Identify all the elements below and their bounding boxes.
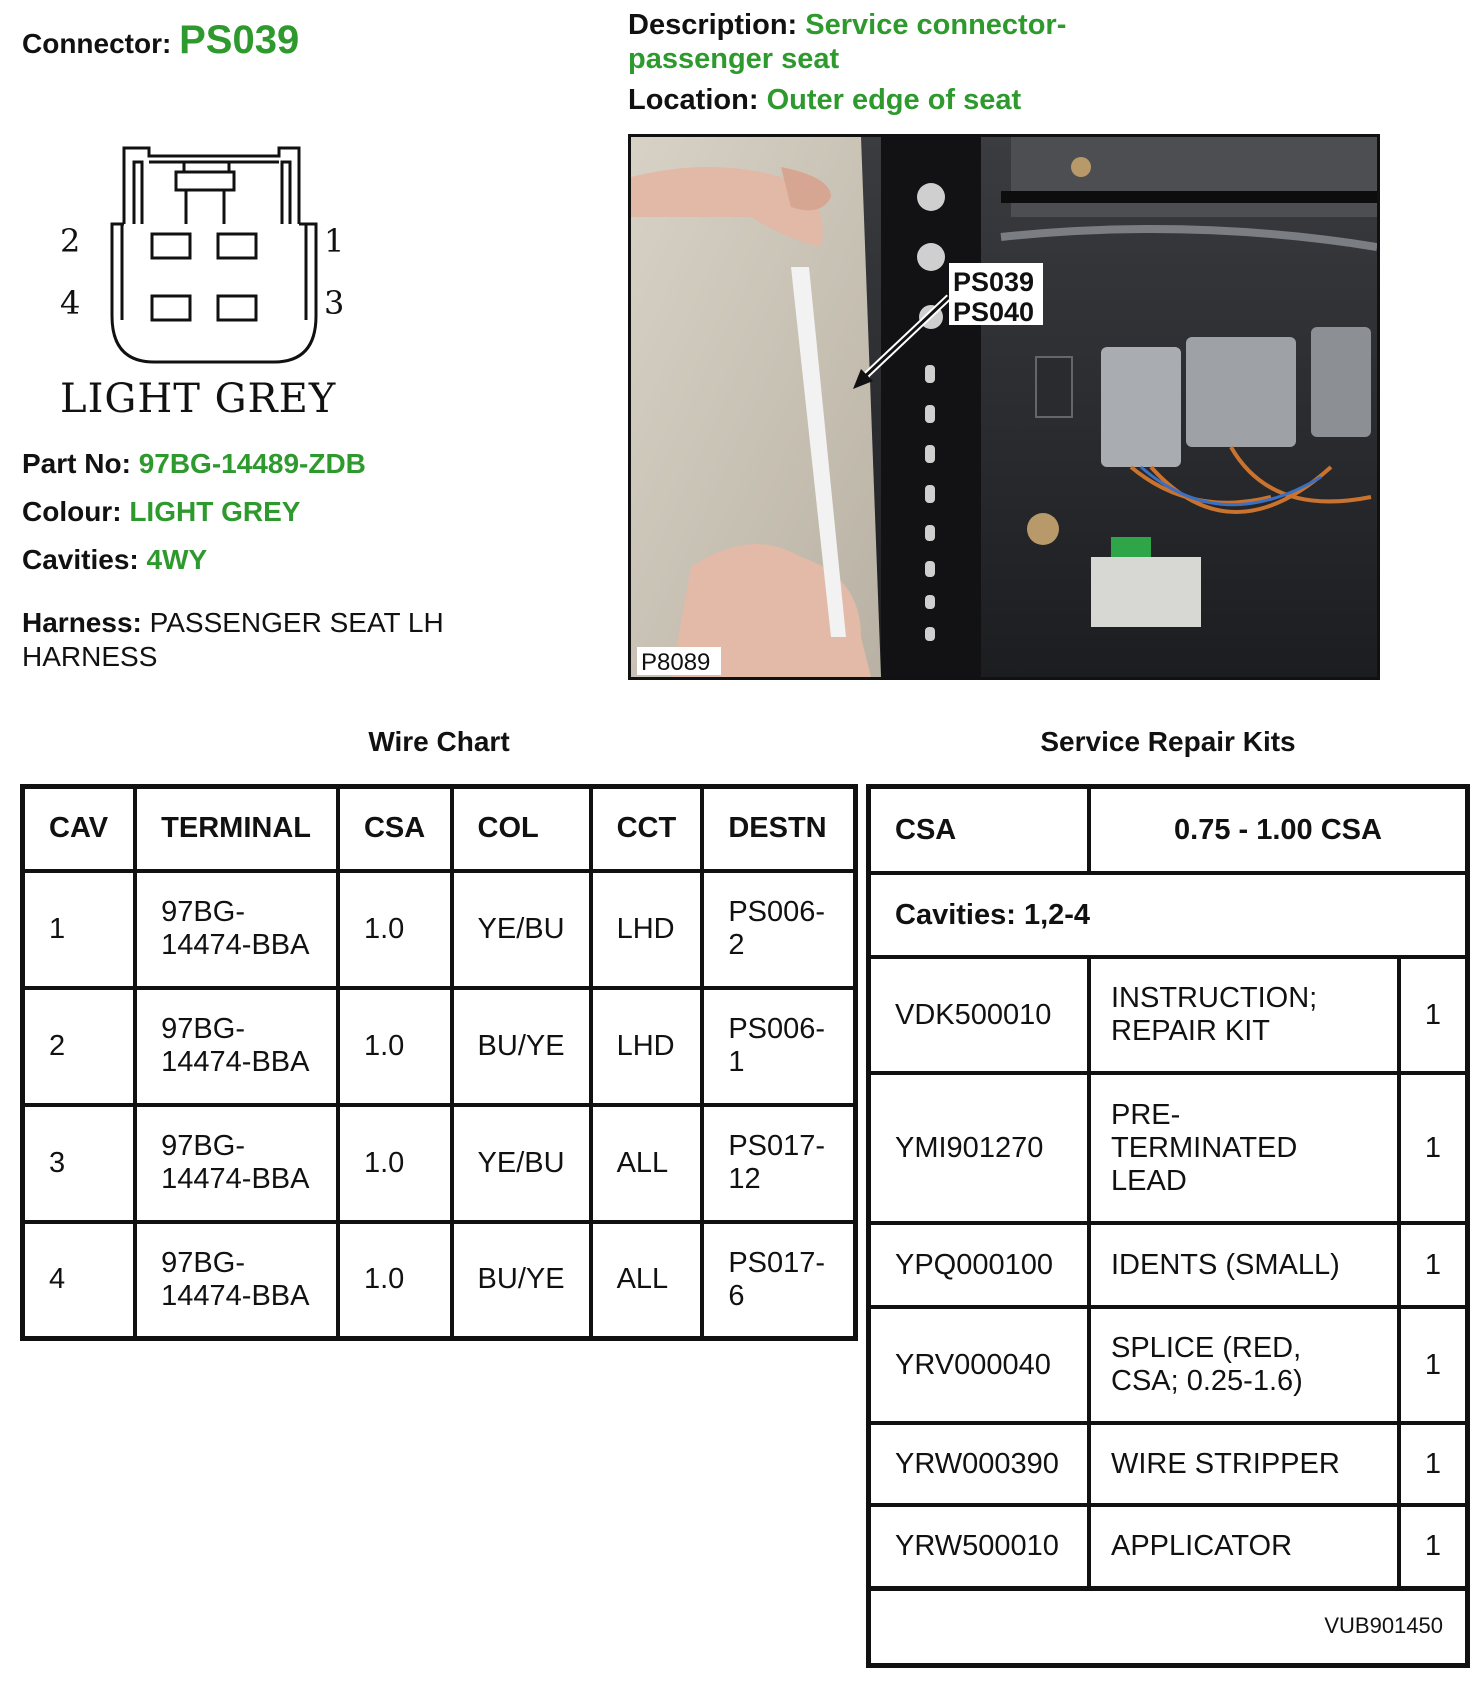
terminal-cell <box>135 1105 338 1222</box>
part-label: Part No: <box>22 448 131 479</box>
service-repair-kits-title: Service Repair Kits <box>1040 726 1296 757</box>
harness-block <box>22 606 502 674</box>
kits-cavities-row <box>871 875 1465 959</box>
header-col: COL <box>452 787 591 871</box>
cav-cell: 3 <box>23 1105 136 1222</box>
csa-cell: 1.0 <box>338 988 452 1105</box>
kit-divider <box>1087 1225 1091 1305</box>
destn-cell <box>702 871 855 988</box>
cavities-label: Cavities: <box>22 544 139 575</box>
pin-label-2: 2 <box>60 222 81 260</box>
photo-illustration <box>631 137 1377 677</box>
connector-line <box>22 18 299 63</box>
csa-cell: 1.0 <box>338 1222 452 1339</box>
pin-label-3: 3 <box>324 284 345 322</box>
kit-code: VDK500010 <box>895 998 1052 1031</box>
kit-description <box>1111 959 1381 1071</box>
kit-qty: 1 <box>1424 998 1442 1031</box>
description-block <box>628 8 1148 76</box>
terminal-part-a: 97BG- <box>161 1013 245 1045</box>
kit-desc-line: CSA; 0.25-1.6) <box>1111 1365 1303 1397</box>
cct-cell: LHD <box>591 871 703 988</box>
photo-callout-ps039: PS039 <box>953 267 1035 297</box>
kit-desc-line: TERMINATED <box>1111 1131 1298 1164</box>
list-item <box>871 959 1465 1075</box>
photo-ref-label: P8089 <box>641 649 711 676</box>
terminal-part-b: 14474-BBA <box>161 1046 310 1078</box>
connector-value: PS039 <box>179 18 300 62</box>
wire-chart-header-row <box>23 787 856 871</box>
kit-code: YRV000040 <box>895 1348 1051 1381</box>
terminal-part-a: 97BG- <box>161 896 245 928</box>
location-line <box>628 84 1021 117</box>
table-row <box>23 1105 856 1222</box>
col-cell: BU/YE <box>452 1222 591 1339</box>
location-photo <box>628 134 1380 680</box>
kit-qty: 1 <box>1424 1131 1442 1164</box>
table-row <box>23 871 856 988</box>
table-row <box>23 988 856 1105</box>
cct-cell: ALL <box>591 1105 703 1222</box>
header-terminal: TERMINAL <box>135 787 338 871</box>
destn-part-a: PS006- <box>728 1013 826 1045</box>
kits-header-csa: CSA <box>895 813 957 846</box>
destn-part-a: PS006- <box>728 896 826 928</box>
wire-chart-title: Wire Chart <box>368 726 510 757</box>
description-label: Description: <box>628 9 798 41</box>
list-item <box>871 1425 1465 1507</box>
terminal-part-b: 14474-BBA <box>161 1279 310 1312</box>
harness-label: Harness: <box>22 607 142 638</box>
kit-desc-line: SPLICE (RED, <box>1111 1332 1302 1364</box>
terminal-cell <box>135 1222 338 1339</box>
kit-description <box>1111 1075 1381 1221</box>
description-value-line2: passenger seat <box>628 43 840 75</box>
destn-cell <box>702 1222 855 1339</box>
cct-cell: LHD <box>591 988 703 1105</box>
kit-divider <box>1087 1075 1091 1221</box>
kits-header-range: 0.75 - 1.00 CSA <box>1174 813 1382 846</box>
kit-desc-line: INSTRUCTION; <box>1111 982 1318 1014</box>
part-number-line <box>22 448 366 480</box>
kit-qty: 1 <box>1424 1248 1442 1281</box>
destn-part-a: PS017- <box>728 1246 826 1279</box>
photo-callout-ps040: PS040 <box>953 297 1035 327</box>
header-cct: CCT <box>591 787 703 871</box>
list-item <box>871 1225 1465 1309</box>
destn-part-b: 6 <box>728 1279 745 1312</box>
kit-divider <box>1087 1309 1091 1421</box>
col-cell: YE/BU <box>452 1105 591 1222</box>
kit-qty: 1 <box>1424 1348 1442 1381</box>
kit-description: IDENTS (SMALL) <box>1111 1248 1340 1281</box>
kit-code: YMI901270 <box>895 1131 1044 1164</box>
terminal-cell <box>135 988 338 1105</box>
kit-divider <box>1087 1425 1091 1503</box>
csa-cell: 1.0 <box>338 1105 452 1222</box>
table-row <box>23 1222 856 1339</box>
pin-label-4: 4 <box>60 284 81 322</box>
list-item <box>871 1507 1465 1591</box>
cavities-line <box>22 544 207 576</box>
csa-cell: 1.0 <box>338 871 452 988</box>
location-value: Outer edge of seat <box>766 84 1022 116</box>
destn-cell <box>702 988 855 1105</box>
kit-divider <box>1087 959 1091 1071</box>
connector-colour-caption: LIGHT GREY <box>60 376 337 422</box>
kit-desc-line: REPAIR KIT <box>1111 1015 1270 1047</box>
colour-value: LIGHT GREY <box>129 496 301 527</box>
header-destn: DESTN <box>702 787 855 871</box>
kits-cavities-text: Cavities: 1,2-4 <box>895 898 1091 931</box>
destn-part-b: 1 <box>728 1046 745 1078</box>
cav-cell: 4 <box>23 1222 136 1339</box>
header-csa: CSA <box>338 787 452 871</box>
kit-desc-line: PRE- <box>1111 1098 1181 1131</box>
kit-description: WIRE STRIPPER <box>1111 1447 1340 1480</box>
kit-description <box>1111 1309 1391 1421</box>
header-cav: CAV <box>23 787 136 871</box>
part-value: 97BG-14489-ZDB <box>138 448 366 479</box>
connector-label: Connector: <box>22 28 172 59</box>
destn-part-a: PS017- <box>728 1130 826 1162</box>
list-item <box>871 1075 1465 1225</box>
colour-label: Colour: <box>22 496 122 527</box>
pin-label-1: 1 <box>324 222 345 260</box>
terminal-cell <box>135 871 338 988</box>
destn-part-b: 2 <box>728 929 745 961</box>
destn-cell <box>702 1105 855 1222</box>
harness-value-line1: PASSENGER SEAT LH <box>149 607 444 638</box>
kit-qty: 1 <box>1424 1530 1442 1562</box>
kit-code: YRW500010 <box>895 1530 1059 1562</box>
wire-chart-table <box>20 784 858 1341</box>
cav-cell: 2 <box>23 988 136 1105</box>
terminal-part-b: 14474-BBA <box>161 1163 310 1195</box>
kit-divider <box>1087 1507 1091 1586</box>
terminal-part-a: 97BG- <box>161 1130 245 1162</box>
terminal-part-b: 14474-BBA <box>161 929 310 961</box>
service-repair-kits-table <box>866 784 1470 1668</box>
location-label: Location: <box>628 84 759 116</box>
kit-qty: 1 <box>1424 1447 1442 1480</box>
kit-desc-line: LEAD <box>1111 1164 1187 1197</box>
kit-code: YRW000390 <box>895 1447 1059 1480</box>
cav-cell: 1 <box>23 871 136 988</box>
terminal-part-a: 97BG- <box>161 1246 245 1279</box>
cavities-value: 4WY <box>146 544 208 575</box>
kit-description: APPLICATOR <box>1111 1530 1293 1562</box>
kits-footer-ref: VUB901450 <box>1324 1613 1443 1638</box>
destn-part-b: 12 <box>728 1163 761 1195</box>
colour-line <box>22 496 300 528</box>
col-cell: YE/BU <box>452 871 591 988</box>
connector-face-diagram <box>54 140 354 430</box>
harness-value-line2: HARNESS <box>22 641 158 672</box>
kit-code: YPQ000100 <box>895 1248 1054 1281</box>
description-value-line1: Service connector- <box>805 9 1067 41</box>
kits-header-row <box>871 789 1465 875</box>
list-item <box>871 1309 1465 1425</box>
col-cell: BU/YE <box>452 988 591 1105</box>
cct-cell: ALL <box>591 1222 703 1339</box>
